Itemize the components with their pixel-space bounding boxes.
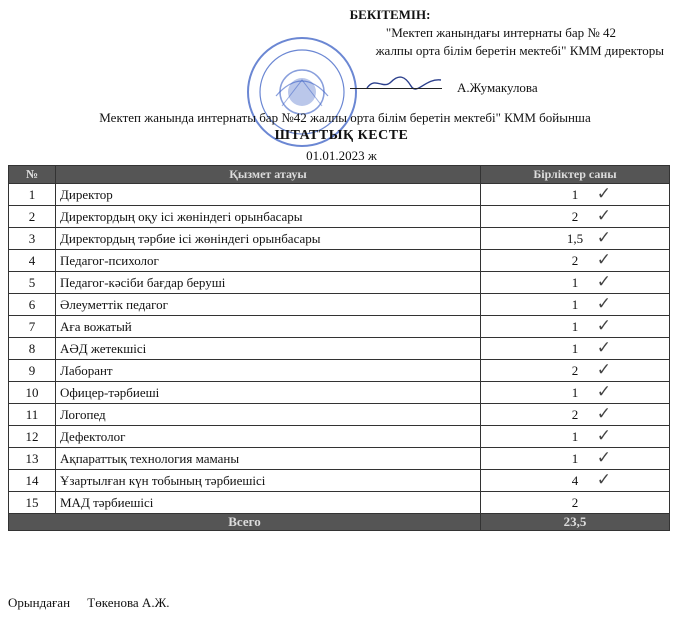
checkmark-icon: ✓ — [596, 448, 611, 468]
checkmark-icon: ✓ — [596, 360, 611, 380]
row-position-text: Ақпараттық технология маманы — [60, 450, 240, 466]
row-units-text: 2 — [571, 362, 579, 378]
row-units-text: 1 — [571, 318, 579, 334]
row-position-text: АӘД жетекшісі — [60, 340, 147, 356]
row-number — [9, 206, 56, 228]
row-number — [9, 470, 56, 492]
row-number-text: 5 — [28, 274, 36, 290]
row-units — [481, 492, 670, 514]
checkmark-icon: ✓ — [596, 470, 611, 490]
row-position — [56, 470, 481, 492]
row-number — [9, 360, 56, 382]
approval-block — [300, 6, 664, 60]
row-number — [9, 492, 56, 514]
row-units — [481, 470, 670, 492]
row-position-text: Директордың тәрбие ісі жөніндегі орынбасары — [60, 230, 321, 246]
row-position — [56, 360, 481, 382]
row-position-text: Логопед — [60, 406, 106, 422]
row-position — [56, 426, 481, 448]
checkmark-icon: ✓ — [596, 382, 611, 402]
table-row — [9, 404, 670, 426]
director-signature — [365, 74, 445, 92]
row-number — [9, 382, 56, 404]
row-position-text: Лаборант — [60, 362, 113, 378]
row-number-text: 14 — [25, 472, 39, 488]
header-units: Бірліктер саны — [481, 166, 670, 184]
row-units-text: 2 — [571, 406, 579, 422]
row-units-text: 1,5 — [566, 230, 584, 246]
row-number — [9, 250, 56, 272]
row-number-text: 9 — [28, 362, 36, 378]
row-units — [481, 184, 670, 206]
row-units — [481, 272, 670, 294]
row-position — [56, 448, 481, 470]
row-units — [481, 294, 670, 316]
row-number-text: 4 — [28, 252, 36, 268]
signature-line — [350, 88, 442, 89]
executor-name: Төкенова А.Ж. — [87, 595, 170, 610]
row-units-text: 1 — [571, 340, 579, 356]
row-position-text: Директордың оқу ісі жөніндегі орынбасары — [60, 208, 303, 224]
row-number-text: 1 — [28, 186, 36, 202]
row-units-text: 1 — [571, 450, 579, 466]
executor-label: Орындаған — [8, 595, 71, 610]
row-position — [56, 228, 481, 250]
row-number-text: 3 — [28, 230, 36, 246]
checkmark-icon: ✓ — [596, 294, 611, 314]
row-units — [481, 206, 670, 228]
row-position — [56, 316, 481, 338]
row-number — [9, 272, 56, 294]
row-position-text: Аға вожатый — [60, 318, 132, 334]
row-units-text: 2 — [571, 494, 579, 510]
table-row — [9, 250, 670, 272]
row-position — [56, 294, 481, 316]
row-position-text: Әлеуметтік педагог — [60, 296, 168, 312]
row-units — [481, 404, 670, 426]
row-position — [56, 272, 481, 294]
row-position-text: Офицер-тәрбиеші — [60, 384, 160, 400]
row-position — [56, 338, 481, 360]
row-position — [56, 492, 481, 514]
header-number: № — [9, 166, 56, 184]
row-position — [56, 382, 481, 404]
table-row — [9, 316, 670, 338]
row-number-text: 11 — [25, 406, 39, 422]
row-units — [481, 382, 670, 404]
row-units — [481, 250, 670, 272]
executor-line — [8, 595, 183, 611]
row-number — [9, 294, 56, 316]
row-units — [481, 426, 670, 448]
total-row — [9, 514, 670, 531]
table-row — [9, 338, 670, 360]
row-units — [481, 360, 670, 382]
approval-line-1: "Мектеп жанындағы интернаты бар № 42 — [385, 25, 616, 40]
row-units-text: 1 — [571, 296, 579, 312]
row-position — [56, 404, 481, 426]
row-units — [481, 316, 670, 338]
checkmark-icon: ✓ — [596, 426, 611, 446]
header-position: Қызмет атауы — [56, 166, 481, 184]
row-number — [9, 338, 56, 360]
table-row — [9, 184, 670, 206]
organization-line: Мектеп жанында интернаты бар №42 жалпы орта білім беретін мектебі" КММ бойынша — [99, 110, 591, 125]
row-number-text: 2 — [28, 208, 36, 224]
row-units-text: 2 — [571, 252, 579, 268]
row-number — [9, 448, 56, 470]
row-position-text: Директор — [60, 186, 113, 202]
row-position-text: МАД тәрбиешісі — [60, 494, 154, 510]
checkmark-icon: ✓ — [596, 228, 611, 248]
row-position — [56, 206, 481, 228]
document-date: 01.01.2023 ж — [306, 148, 377, 163]
row-position — [56, 250, 481, 272]
approval-line-2: жалпы орта білім беретін мектебі" КММ директоры — [375, 43, 664, 58]
checkmark-icon: ✓ — [596, 338, 611, 358]
row-number-text: 6 — [28, 296, 36, 312]
row-position-text: Дефектолог — [60, 428, 126, 444]
table-row — [9, 294, 670, 316]
total-value: 23,5 — [481, 514, 670, 531]
row-units — [481, 448, 670, 470]
table-row — [9, 426, 670, 448]
row-number-text: 10 — [25, 384, 39, 400]
staff-table — [8, 165, 670, 531]
row-position-text: Педагог-кәсіби бағдар беруші — [60, 274, 226, 290]
row-number-text: 12 — [25, 428, 39, 444]
row-position-text: Ұзартылған күн тобының тәрбиешісі — [60, 472, 266, 488]
checkmark-icon: ✓ — [596, 184, 611, 204]
row-number — [9, 228, 56, 250]
approval-heading: БЕКІТЕМІН: — [349, 7, 431, 22]
row-number — [9, 316, 56, 338]
director-name: А.Жумакулова — [457, 80, 538, 95]
row-number-text: 15 — [25, 494, 39, 510]
table-row — [9, 272, 670, 294]
table-row — [9, 228, 670, 250]
checkmark-icon: ✓ — [596, 250, 611, 270]
row-units-text: 2 — [571, 208, 579, 224]
total-label: Всего — [9, 514, 481, 531]
checkmark-icon: ✓ — [596, 316, 611, 336]
row-units-text: 1 — [571, 274, 579, 290]
table-row — [9, 206, 670, 228]
row-units — [481, 228, 670, 250]
row-units-text: 1 — [571, 428, 579, 444]
row-position-text: Педагог-психолог — [60, 252, 159, 268]
row-number — [9, 404, 56, 426]
checkmark-icon: ✓ — [596, 206, 611, 226]
row-units — [481, 338, 670, 360]
row-units-text: 1 — [571, 186, 579, 202]
checkmark-icon: ✓ — [596, 404, 611, 424]
table-row — [9, 448, 670, 470]
row-number-text: 8 — [28, 340, 36, 356]
row-number — [9, 426, 56, 448]
table-row — [9, 382, 670, 404]
table-header-row — [9, 166, 670, 184]
row-number — [9, 184, 56, 206]
row-position — [56, 184, 481, 206]
table-row — [9, 360, 670, 382]
row-number-text: 13 — [25, 450, 39, 466]
document-title: ШТАТТЫҚ КЕСТЕ — [274, 128, 409, 143]
row-units-text: 4 — [571, 472, 579, 488]
table-row — [9, 470, 670, 492]
row-number-text: 7 — [28, 318, 36, 334]
row-units-text: 1 — [571, 384, 579, 400]
checkmark-icon: ✓ — [596, 272, 611, 292]
table-row — [9, 492, 670, 514]
